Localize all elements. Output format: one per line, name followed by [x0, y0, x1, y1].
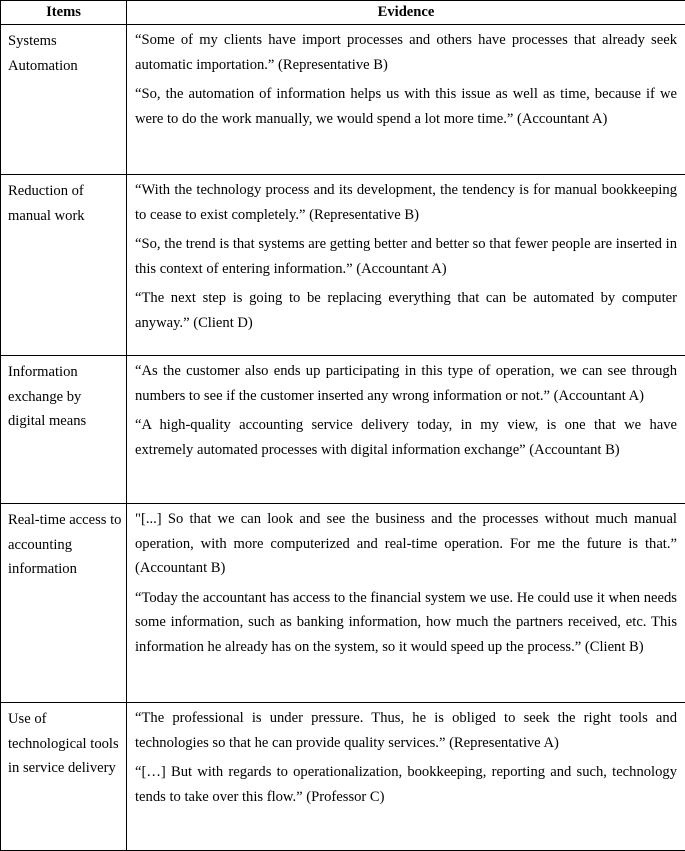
evidence-quote: “As the customer also ends up participating in this type of operation, we can see through numbers to see if the customer inserted any wrong information or not.” (Accountant A) [135, 359, 677, 408]
item-cell: Use of technological tools in service delivery [1, 703, 127, 851]
evidence-quote: “Some of my clients have import processes and others have processes that already seek automatic importation.” (Representative B) [135, 28, 677, 77]
evidence-cell [127, 356, 685, 504]
evidence-cell [127, 703, 685, 851]
table-row [1, 504, 685, 703]
table-row [1, 703, 685, 851]
evidence-quote: “With the technology process and its development, the tendency is for manual bookkeeping to cease to exist completely.” (Representative B) [135, 178, 677, 227]
evidence-cell [127, 175, 685, 356]
evidence-quote: “The professional is under pressure. Thus, he is obliged to seek the right tools and technologies so that he can provide quality services.” (Representative A) [135, 706, 677, 755]
evidence-quote: “[…] But with regards to operationalization, bookkeeping, reporting and such, technology tends to take over this flow.” (Professor C) [135, 760, 677, 809]
item-cell: Real-time access to accounting information [1, 504, 127, 703]
evidence-quote: “So, the automation of information helps us with this issue as well as time, because if we were to do the work manually, we would spend a lot more time.” (Accountant A) [135, 82, 677, 131]
item-cell: Information exchange by digital means [1, 356, 127, 504]
table-row [1, 25, 685, 175]
evidence-quote: "[...] So that we can look and see the business and the processes without much manual operation, with more computerized and real-time operation. For me the future is that.” (Accountant B) [135, 507, 677, 581]
evidence-quote: “Today the accountant has access to the financial system we use. He could use it when needs some information, such as banking information, how much the partners received, etc. This information he already has on the system, so it would speed up the process.” (Client B) [135, 586, 677, 660]
evidence-cell [127, 504, 685, 703]
evidence-quote: “A high-quality accounting service delivery today, in my view, is one that we have extremely automated processes with digital information exchange” (Accountant B) [135, 413, 677, 462]
evidence-quote: “So, the trend is that systems are getting better and better so that fewer people are inserted in this context of entering information.” (Accountant A) [135, 232, 677, 281]
header-evidence: Evidence [127, 1, 685, 25]
table-row [1, 175, 685, 356]
table-row [1, 356, 685, 504]
header-row [1, 1, 685, 25]
header-items: Items [1, 1, 127, 25]
item-cell: Reduction of manual work [1, 175, 127, 356]
evidence-cell [127, 25, 685, 175]
item-cell: Systems Automation [1, 25, 127, 175]
evidence-quote: “The next step is going to be replacing everything that can be automated by computer anyway.” (Client D) [135, 286, 677, 335]
